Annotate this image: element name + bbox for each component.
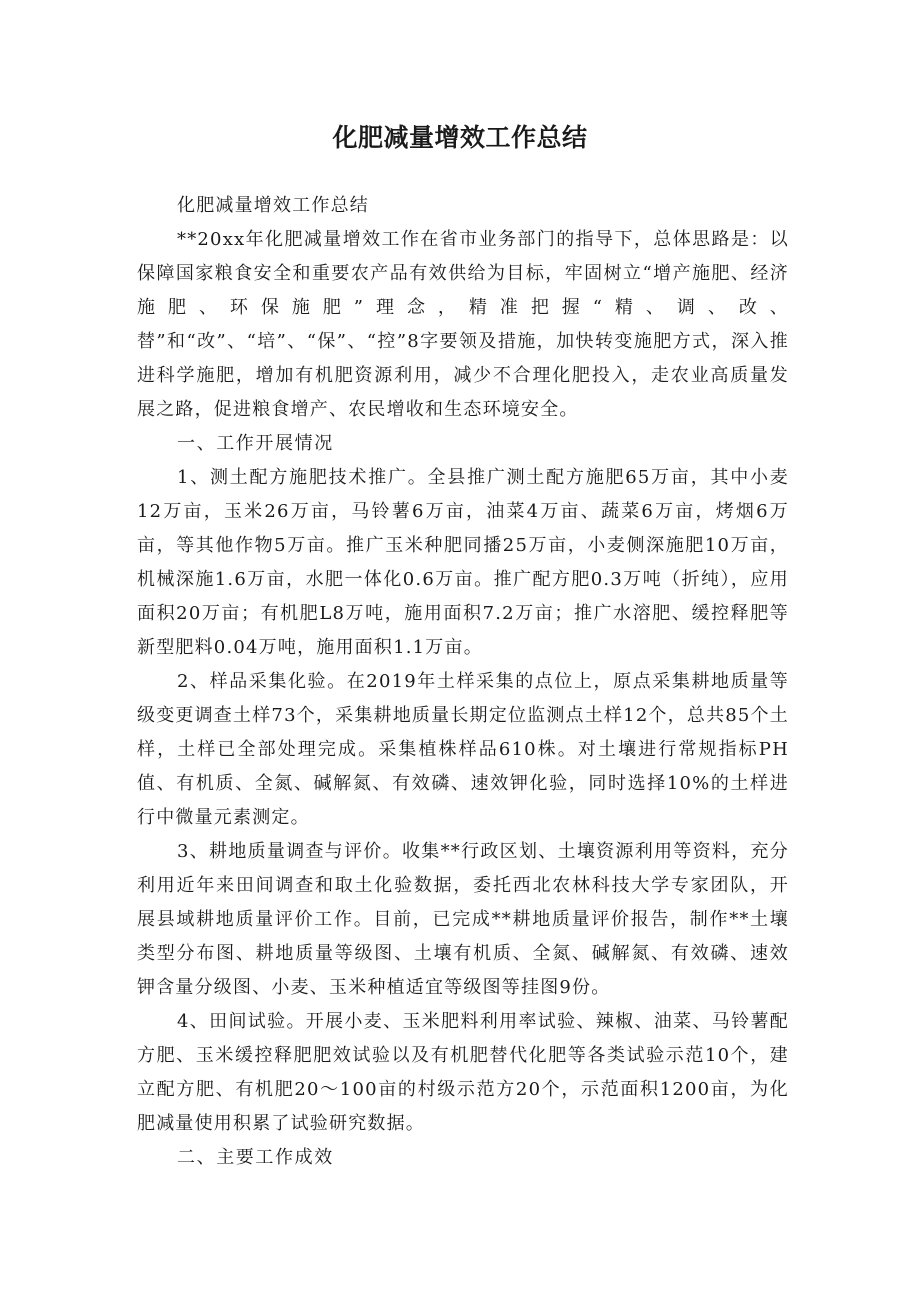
paragraph-soil-testing: 1、测土配方施肥技术推广。全县推广测土配方施肥65万亩，其中小麦12万亩，玉米26万亩，马铃薯6万亩，油菜4万亩、蔬菜6万亩，烤烟6万亩，等其他作物5万亩。推广玉米种肥同播25万亩，小麦侧深施肥10万亩，机械深施1.6万亩，水肥一体化0.6万亩。推广配方肥0.3万吨（折纯），应用面积20万亩；有机肥L8万吨，施用面积7.2万亩；推广水溶肥、缓控释肥等新型肥料0.04万吨，施用面积1.1万亩。 bbox=[137, 467, 789, 658]
paragraph-field-trials: 4、田间试验。开展小麦、玉米肥料利用率试验、辣椒、油菜、马铃薯配方肥、玉米缓控释肥肥效试验以及有机肥替代化肥等各类试验示范10个，建立配方肥、有机肥20～100亩的村级示范方20个，示范面积1200亩，为化肥减量使用积累了试验研究数据。 bbox=[137, 1011, 789, 1134]
section-heading-results: 二、主要工作成效 bbox=[177, 1147, 334, 1168]
document-title: 化肥减量增效工作总结 bbox=[332, 123, 588, 152]
paragraph-sample-collection: 2、样品采集化验。在2019年土样采集的点位上，原点采集耕地质量等级变更调查土样73个，采集耕地质量长期定位监测点土样12个，总共85个土样，土样已全部处理完成。采集植株样品610株。对土壤进行常规指标PH值、有机质、全氮、碱解氮、有效磷、速效钾化验，同时选择10%的土样进行中微量元素测定。 bbox=[137, 671, 789, 828]
document-body bbox=[137, 189, 789, 1175]
section-heading-work-status: 一、工作开展情况 bbox=[177, 433, 334, 454]
body-subtitle: 化肥减量增效工作总结 bbox=[177, 195, 369, 216]
paragraph-land-quality: 3、耕地质量调查与评价。收集**行政区划、土壤资源利用等资料，充分利用近年来田间调查和取土化验数据，委托西北农林科技大学专家团队，开展县域耕地质量评价工作。目前，已完成**耕地质量评价报告，制作**土壤类型分布图、耕地质量等级图、土壤有机质、全氮、碱解氮、有效磷、速效钾含量分级图、小麦、玉米种植适宜等级图等挂图9份。 bbox=[137, 841, 789, 998]
intro-paragraph: **20xx年化肥减量增效工作在省市业务部门的指导下，总体思路是：以保障国家粮食安全和重要农产品有效供给为目标，牢固树立“增产施肥、经济施肥、环保施肥”理念，精准把握“精、调、改、替”和“改”、“培”、“保”、“控”8字要领及措施，加快转变施肥方式，深入推进科学施肥，增加有机肥资源利用，减少不合理化肥投入，走农业高质量发展之路，促进粮食增产、农民增收和生态环境安全。 bbox=[137, 229, 789, 420]
